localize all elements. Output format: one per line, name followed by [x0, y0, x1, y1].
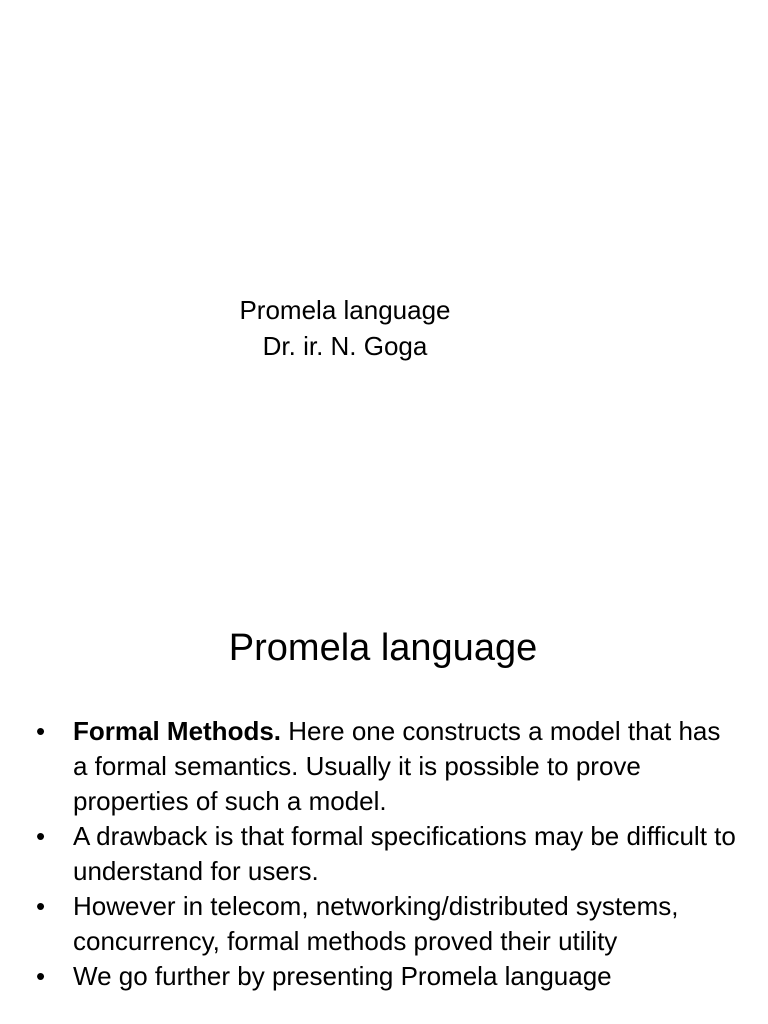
presentation-author: Dr. ir. N. Goga: [262, 331, 428, 361]
bullet-text: A drawback is that formal specifications may be difficult to understand for users.: [73, 821, 736, 886]
bullet-icon: •: [36, 716, 46, 746]
bullet-text: We go further by presenting Promela language: [73, 961, 612, 991]
bullet-text: Here one constructs a model that has a formal semantics. Usually it is possible to prove properties of such a model.: [73, 716, 721, 816]
bullet-icon: •: [36, 891, 46, 921]
bullet-icon: •: [36, 821, 46, 851]
bullet-item-telecom: [36, 889, 736, 959]
slide-heading: Promela language: [228, 627, 538, 669]
bullet-list: [36, 714, 736, 994]
bullet-item-promela: [36, 959, 736, 994]
presentation-title: Promela language: [239, 295, 451, 325]
bullet-text: However in telecom, networking/distributed systems, concurrency, formal methods proved their utility: [73, 891, 679, 956]
title-slide: [0, 292, 690, 364]
bullet-item-drawback: [36, 819, 736, 889]
bullet-item-formal-methods: [36, 714, 736, 819]
bullet-lead-text: Formal Methods.: [73, 716, 282, 746]
bullet-icon: •: [36, 961, 46, 991]
